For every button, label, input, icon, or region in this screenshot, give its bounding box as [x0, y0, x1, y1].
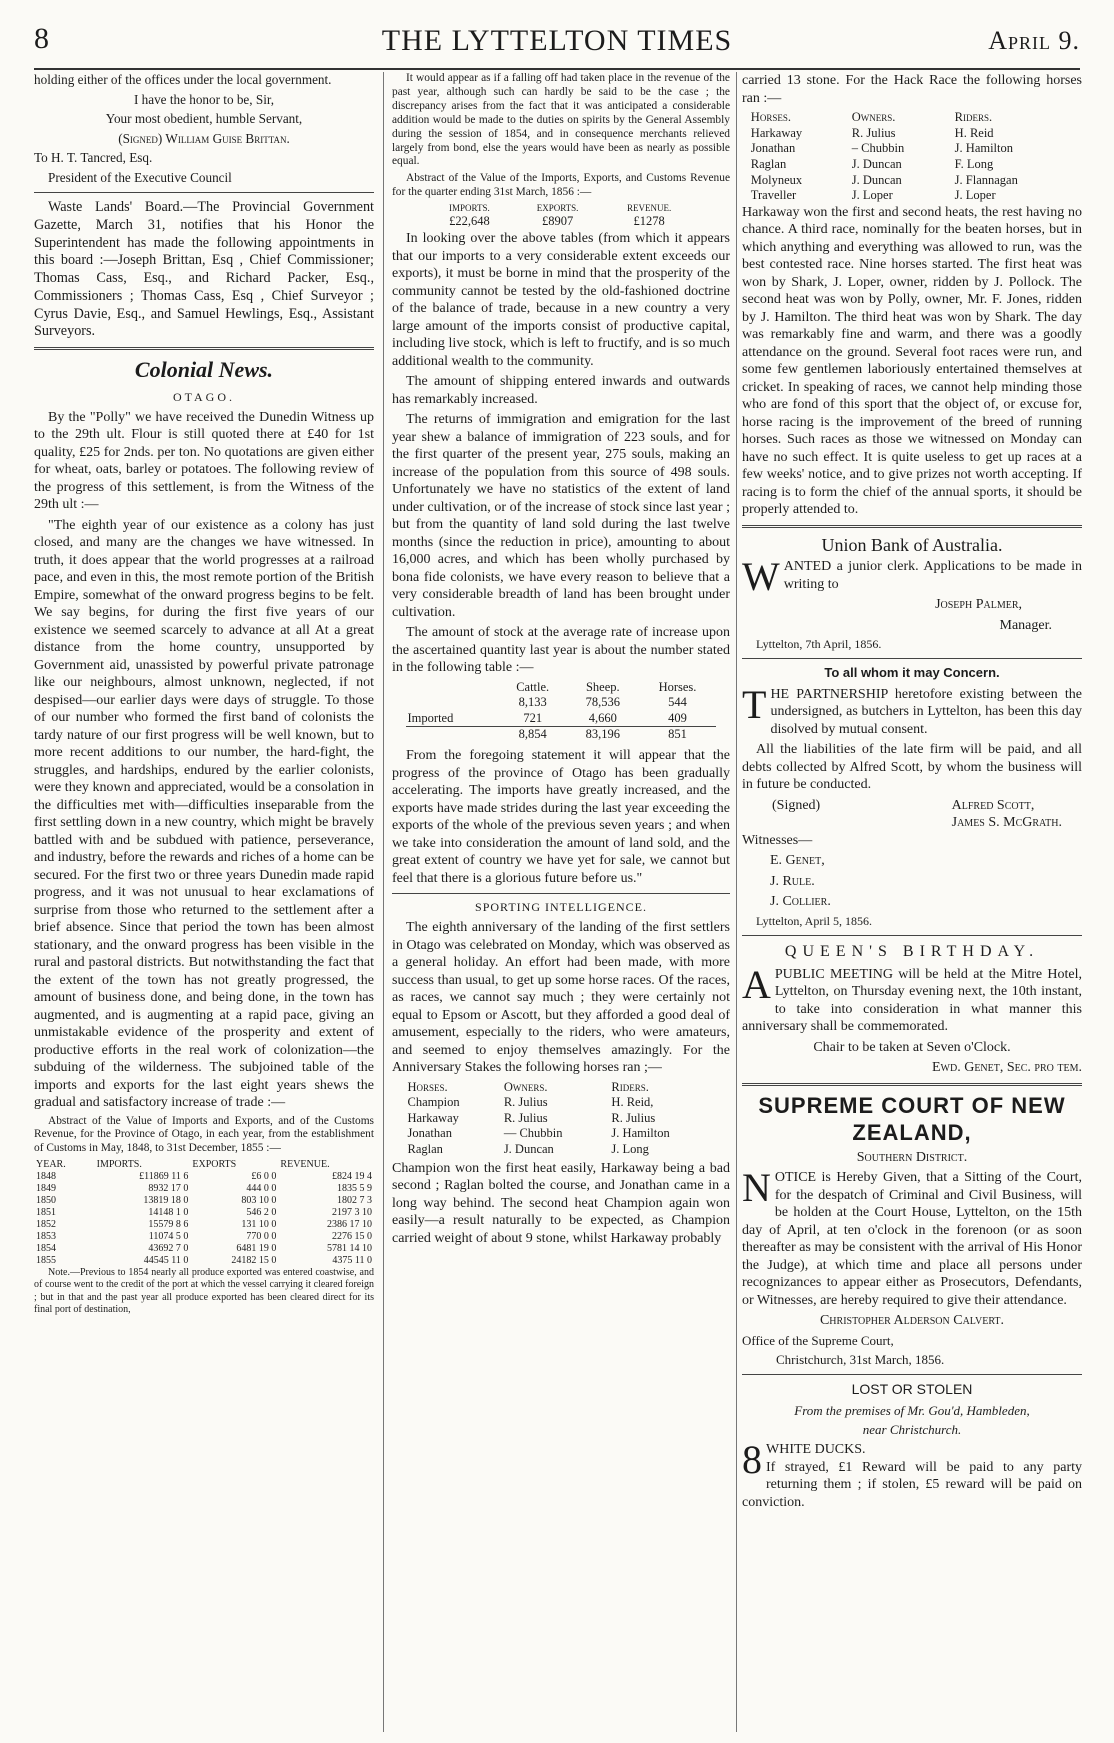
supreme-court-office: Office of the Supreme Court, — [742, 1332, 894, 1348]
bank-signatory: Joseph Palmer, — [935, 597, 1022, 613]
col-header-exports: EXPORTS — [192, 1159, 237, 1171]
partnership-text-2: All the liabilities of the late firm will be paid, and all debts collected by Alfred Scott, by whom the business will in future be conducted. — [742, 742, 1082, 792]
col-header-riders: Riders. — [954, 110, 993, 124]
col-header-year: YEAR. — [36, 1159, 66, 1171]
conclusion-paragraph: From the foregoing statement it will appear that the progress of the province of Otago has been gradually accelerating. The imports have greatly increased, and the exports have made strides during the last year exceeding the exports of the whole of the previous seven years ; and when we take into consideration the amount of land sold, and the great extent of country we have yet for sale, we cannot but feel that there is a glorious future before us." — [392, 748, 730, 886]
col-header-cattle: Cattle. — [516, 679, 550, 694]
table-row — [406, 1142, 717, 1158]
table-note: Note.—Previous to 1854 nearly all produce exported was entered coastwise, and of course went to the credit of the port at which the vessel carrying it cleared foreign ; but in that and the past year all produce exported has been cleared direct for its final port of destination, — [34, 1267, 374, 1315]
lost-subheading-2: near Christchurch. — [862, 1421, 962, 1437]
table-cell: 43692 7 0 — [148, 1243, 189, 1255]
table-row — [749, 126, 1075, 142]
witness-3: J. Collier. — [770, 894, 831, 909]
col-header-horses: Horses. — [658, 679, 697, 694]
col-header-imports: IMPORTS. — [96, 1159, 142, 1171]
table-cell: 1802 7 3 — [337, 1195, 372, 1207]
witnesses-label: Witnesses— — [742, 832, 813, 848]
newspaper-title: THE LYTTELTON TIMES — [381, 24, 733, 57]
table-row — [34, 1255, 374, 1267]
addressee-1: To H. T. Tancred, Esq. — [34, 150, 153, 165]
table-cell: — Chubbin — [503, 1126, 563, 1141]
col-header-riders: Riders. — [611, 1079, 649, 1094]
partnership-signatures — [742, 797, 1082, 832]
lost-text: WHITE DUCKS. — [766, 1442, 866, 1457]
table-row — [426, 214, 696, 230]
signatory-1: Alfred Scott, — [951, 797, 1035, 813]
col-header-imports: IMPORTS. — [449, 203, 490, 214]
table-cell: 444 0 0 — [246, 1183, 277, 1195]
table-cell: 1849 — [36, 1183, 56, 1195]
table-cell — [406, 695, 499, 711]
col-header-owners: Owners. — [503, 1079, 548, 1094]
witness-review: "The eighth year of our existence as a colony has just closed, and many are the changes we have witnessed. In truth, it does appear that the world progresses at a railroad pace, and even in this, the most remote portion of the British Empire, somewhat of the onward progress begins to be felt. We say begins, for during the first five years of our existence we seemed scarcely to advance at all At a great distance from the home country, unsupported by Government aid, unassisted by powerful private patronage like our neighbours, almost unknown, neglected, if not despised—our earlier days were days of struggle. To those of our number who formed the first band of colonists the tardy nature of our first progress will be well known, but to more recent additions to our number, the hard-fight, the struggles, and hardships, endured by the earlier colonists, were they known and appreciated, would be a consolation in the difficulties met with—difficulties inseparable from the first settling down in a new country, which might be bravely battled with and be subdued with patience, perseverance, and industry, before the rewards and riches of a home can be secured. For the first two or three years Dunedin made rapid progress, and it was not unusual to hear exclamations of surprise from those who returned to the settlement after a brief absence. Since that period the town has been almost stationary, and the onward progress has been visible in the rural and pastoral districts. But notwithstanding the fact that the extent of the town has not greatly progressed, the amount of business done, and being done, in the town has augmented, and is augmenting at a rapid pace, giving an unmistakable evidence of the prosperity and extent of productive efforts in the real work of colonization—the subduing of the wilderness. The subjoined table of the imports and exports for the last eight years shews the gradual and satisfactory increase of trade :— — [34, 517, 374, 1110]
table-cell: 8,854 — [518, 727, 547, 742]
table-cell: F. Long — [954, 156, 994, 171]
partnership-date: Lyttelton, April 5, 1856. — [756, 913, 872, 928]
issue-date: April 9. — [988, 26, 1080, 55]
table-cell: J. Flannagan — [954, 172, 1018, 187]
lost-subheading-1: From the premises of Mr. Gou'd, Hambleden, — [794, 1402, 1030, 1418]
hack-race-intro: carried 13 stone. For the Hack Race the following horses ran :— — [742, 73, 1082, 106]
table-cell — [406, 680, 499, 696]
table-header-row — [406, 1080, 717, 1096]
table-cell: 803 10 0 — [241, 1195, 277, 1207]
waste-lands-notice: Waste Lands' Board.—The Provincial Government Gazette, March 31, notifies that his Honor the Superintendent has made the following appointments in this board :—Joseph Brittan, Esq , Chief Commissioner; Thomas Cass, Esq., and Richard Packer, Esq., Commissioners ; Thomas Cass, Esq , Chief Surveyor ; Cyrus Davie, Esq., and Samuel Hewlings, Esq., Assistant Surveyors. — [34, 199, 374, 340]
shipping-paragraph: The amount of shipping entered inwards and outwards has remarkably increased. — [392, 374, 730, 407]
table-cell: 2386 17 10 — [327, 1219, 372, 1231]
table-header-row — [749, 110, 1075, 126]
table-row — [406, 1095, 717, 1111]
lost-heading: LOST OR STOLEN — [851, 1381, 973, 1397]
table-cell: 24182 15 0 — [231, 1255, 277, 1267]
table-cell: 544 — [668, 695, 687, 710]
drop-cap: W — [742, 554, 780, 600]
column-divider-1 — [383, 72, 384, 1732]
salutation-2: Your most obedient, humble Servant, — [105, 111, 303, 126]
table-row — [34, 1171, 374, 1183]
tables-commentary: In looking over the above tables (from which it appears that our imports to a very considerable extent exceeds our exports), it must be borne in mind that the prosperity of the community cannot be tested by the old-fashioned doctrine of the balance of trade, because in a new country a very large amount of the imports consist of productive capital, including live stock, which is left to fructify, and is so much additional wealth to the community. — [392, 231, 730, 369]
table-cell: 131 10 0 — [241, 1219, 277, 1231]
table-cell: 8,133 — [518, 695, 547, 710]
supreme-court-text: OTICE is Hereby Given, that a Sitting of the Court, for the despatch of Criminal and Civil Business, will be holden at the Court House, Lyttelton, on the 15th day of April, at ten o'clock in the forenoon (or as soon thereafter as may be consistent with the arrival of His Honor the Judge), at which time and place all persons under recognizances to appear either as Prosecutors, Defendants, or Witnesses, are hereby required to give their attendance. — [742, 1170, 1082, 1308]
letter-end: holding either of the offices under the local government. — [34, 72, 332, 87]
table-cell: 1848 — [36, 1171, 56, 1183]
table-cell: £6 0 0 — [251, 1171, 277, 1183]
table-row — [34, 1243, 374, 1255]
table-cell: 11074 5 0 — [148, 1231, 189, 1243]
signatory-2: James S. McGrath. — [951, 815, 1062, 830]
table-header-row — [406, 680, 717, 696]
table-cell: £1278 — [633, 214, 665, 229]
queens-birthday-text: PUBLIC MEETING will be held at the Mitre Hotel, Lyttelton, on Thursday evening next, the 10th instant, to take into consideration in what manner this anniversary shall be commemorated. — [742, 966, 1082, 1034]
table-cell: R. Julius — [611, 1110, 656, 1125]
column-1 — [34, 72, 374, 1732]
bank-signatory-title: Manager. — [999, 617, 1052, 633]
subhead-otago: OTAGO. — [172, 389, 236, 404]
table-cell: 4,660 — [588, 710, 617, 725]
table-cell: Molyneux — [750, 172, 803, 187]
abstract-title: Abstract of the Value of Imports and Exports, and of the Customs Revenue, for the Province of Otago, in each year, from the establishment of Customs in May, 1848, to 31st December, 1855 :— — [34, 1114, 374, 1155]
table-cell: £824 19 4 — [332, 1171, 372, 1183]
bank-ad-date: Lyttelton, 7th April, 1856. — [756, 637, 882, 652]
table-cell: 1854 — [36, 1243, 56, 1255]
table-row — [34, 1183, 374, 1195]
otago-intro: By the "Polly" we have received the Dunedin Witness up to the 29th ult. Flour is still quoted there at £40 for 1st quality, £25 for 2nds. per ton. No quotations are given either for wheat, oats, barley or potatoes. The following review of the progress of this settlement, is from the Witness of the 29th ult :— — [34, 409, 374, 512]
header-rule — [34, 68, 1080, 70]
col-header-horses: Horses. — [750, 110, 791, 124]
section-title-colonial-news: Colonial News. — [134, 357, 274, 382]
table-cell: Raglan — [750, 156, 787, 171]
table-row — [406, 1126, 717, 1142]
table-cell: R. Julius — [851, 125, 896, 140]
table-cell: 1852 — [36, 1219, 56, 1231]
divider — [742, 1374, 1082, 1375]
table-row — [749, 188, 1075, 204]
table-row — [406, 711, 717, 727]
drop-cap: A — [742, 961, 771, 1007]
table-cell: 1851 — [36, 1207, 56, 1219]
revenue-paragraph: It would appear as if a falling off had taken place in the revenue of the past year, although such can hardly be said to be the case ; the discrepancy arises from the fact that it was anticipated a considerable addition would be made to the duties on spirits by the General Assembly during the session of 1854, and in consequence merchants relieved largely from bond, else the years would have been as nearly as possible equal. — [392, 72, 730, 168]
table-cell: H. Reid, — [611, 1095, 654, 1110]
drop-cap: 8 — [742, 1437, 762, 1482]
lost-text-2: If strayed, £1 Reward will be paid to any party returning them ; if stolen, £5 reward will be paid on conviction. — [742, 1459, 1082, 1510]
table-row — [34, 1195, 374, 1207]
supreme-court-heading: SUPREME COURT OF NEW ZEALAND, — [758, 1092, 1066, 1145]
divider — [742, 658, 1082, 659]
quarter-table — [426, 203, 696, 230]
table-row-total — [406, 727, 717, 743]
table-cell: 2276 15 0 — [332, 1231, 372, 1243]
table-cell: H. Reid — [954, 125, 994, 140]
quarter-abstract-title: Abstract of the Value of the Imports, Exports, and Customs Revenue for the quarter ending 31st March, 1856 :— — [392, 172, 730, 199]
table-cell: 4375 11 0 — [332, 1255, 372, 1267]
divider — [34, 347, 374, 350]
table-cell: Champion — [407, 1095, 460, 1110]
immigration-paragraph: The returns of immigration and emigration for the last year shew a balance of immigration of 223 souls, and for the first quarter of the present year, 275 souls, making an increase of the population from this source of 498 souls. Unfortunately we have no statistics of the extent of land under cultivation, or of the increase of stock since last year ; but from the quantity of land sold during the last twelve months (since the reduction in price), amounting to about 16,000 acres, and which has been wholly purchased by bona fide colonists, we have every reason to believe that a very considerable breadth of land has been brought under cultivation. — [392, 412, 730, 620]
queens-birthday-chair: Chair to be taken at Seven o'Clock. — [813, 1039, 1011, 1055]
salutation-signed: (Signed) William Guise Brittan. — [118, 130, 290, 146]
table-cell: Harkaway — [750, 125, 803, 140]
supreme-court-district: Southern District. — [856, 1149, 968, 1165]
column-3 — [742, 72, 1082, 1732]
bank-ad-heading: Union Bank of Australia. — [821, 534, 1003, 555]
addressee-2: President of the Executive Council — [48, 169, 232, 185]
witness-2: J. Rule. — [770, 873, 815, 889]
bank-ad-text: ANTED a junior clerk. Applications to be made in writing to — [783, 559, 1082, 592]
table-cell: R. Julius — [503, 1110, 548, 1125]
table-row — [34, 1219, 374, 1231]
stock-paragraph: The amount of stock at the average rate of increase upon the ascertained quantity last year is about the number stated in the following table :— — [392, 625, 730, 676]
signed-label: (Signed) — [772, 797, 821, 813]
table-cell: Imported — [407, 710, 454, 725]
table-cell: 1853 — [36, 1231, 56, 1243]
divider — [742, 1083, 1082, 1086]
divider — [742, 525, 1082, 528]
col-header-owners: Owners. — [851, 110, 896, 124]
table-cell: Harkaway — [407, 1110, 459, 1125]
table-cell: J. Hamilton — [954, 141, 1014, 156]
table-cell: 409 — [668, 710, 687, 725]
divider — [34, 192, 374, 193]
table-cell: 6481 19 0 — [236, 1243, 277, 1255]
table-cell: 83,196 — [585, 727, 621, 742]
table-header-row — [34, 1159, 374, 1171]
queens-birthday-heading: QUEEN'S BIRTHDAY. — [784, 942, 1040, 960]
table-row — [749, 157, 1075, 173]
table-cell: J. Long — [611, 1142, 649, 1157]
table-cell: Jonathan — [407, 1126, 452, 1141]
divider — [742, 935, 1082, 936]
stakes-table — [406, 1080, 717, 1158]
table-cell: J. Duncan — [851, 172, 902, 187]
table-cell: 1855 — [36, 1255, 56, 1267]
drop-cap: N — [742, 1165, 771, 1210]
sporting-paragraph: The eighth anniversary of the landing of the first settlers in Otago was celebrated on Monday, which was observed as a general holiday. An effort had been made, with more success than usual, to get up some horse races. Of the races, as races, we cannot say much ; they were certainly not equal to Epsom or Ascott, but they afforded a good deal of amusement, especially to the riders, who were amateurs, and seemed to enjoy themselves amazingly. For the Anniversary Stakes the following horses ran ;— — [392, 920, 730, 1076]
col-header-revenue: REVENUE. — [627, 203, 672, 214]
table-cell: J. Hamilton — [611, 1126, 670, 1141]
table-cell — [406, 727, 499, 743]
race-result-paragraph: Champion won the first heat easily, Harkaway being a bad second ; Raglan bolted the course, and Jonathan came in a long way behind. The second heat Champion again won easily—a result naturally to be expected, as Champion carried weight of about 9 stone, whilst Harkaway probably — [392, 1160, 730, 1246]
masthead — [34, 22, 1080, 62]
table-cell: 13819 18 0 — [143, 1195, 189, 1207]
table-row — [749, 141, 1075, 157]
witness-1: E. Genet, — [770, 853, 825, 868]
salutation-1: I have the honor to be, Sir, — [133, 91, 275, 107]
table-cell: 14148 1 0 — [148, 1207, 189, 1219]
col-header-exports: EXPORTS. — [536, 203, 579, 214]
table-cell: 770 0 0 — [246, 1231, 277, 1243]
table-cell: J. Duncan — [503, 1142, 554, 1157]
table-cell: 78,536 — [585, 695, 621, 710]
table-cell: 8932 17 0 — [148, 1183, 189, 1195]
queens-birthday-signatory: Ewd. Genet, Sec. pro tem. — [932, 1060, 1082, 1075]
drop-cap: T — [742, 681, 767, 727]
table-cell: Raglan — [407, 1142, 443, 1157]
table-cell: 2197 3 10 — [332, 1207, 372, 1219]
table-row — [749, 173, 1075, 189]
table-cell: 1835 5 9 — [337, 1183, 372, 1195]
hack-race-table — [749, 110, 1075, 204]
table-cell: 721 — [523, 710, 543, 725]
partnership-heading: To all whom it may Concern. — [824, 665, 1000, 681]
stock-table — [406, 680, 717, 744]
table-cell: 5781 14 10 — [327, 1243, 372, 1255]
table-cell: R. Julius — [503, 1095, 548, 1110]
table-cell: 1850 — [36, 1195, 56, 1207]
table-cell: 546 2 0 — [246, 1207, 277, 1219]
races-commentary: Harkaway won the first and second heats, the rest having no chance. A third race, nominally for the beaten horses, but in which anything and everything was allowed to run, was the best contested race. Nine horses started. The first heat was won by Shark, J. Loper, owner, ridden by J. Pollock. The second heat was won by Polly, owner, Mr. F. Jones, ridden by J. Hamilton. The third heat was won by Shark. The day was remarkably fine and warm, and there was a goodly attendance on the ground. Several foot races were run, and some few gentlemen laboriously entertained themselves at cricket. In speaking of races, we cannot help minding those who are fond of this sport that the object of, or excuse for, horse racing is the improvement of the breed of running horses. Such races as those we witnessed on Monday can have no such effect. It is quite useless to get up races at a few weeks' notice, and to give prizes not worth accepting. If racing is to form the chief of the annual sports, it should be properly attended to. — [742, 204, 1082, 518]
partnership-text: HE PARTNERSHIP heretofore existing between the undersigned, as butchers in Lyttelton, has been this day disolved by mutual consent. — [770, 686, 1082, 737]
supreme-court-date: Christchurch, 31st March, 1856. — [776, 1351, 945, 1367]
table-cell: £11869 11 6 — [139, 1171, 189, 1183]
table-cell: £8907 — [541, 214, 574, 229]
table-row — [34, 1207, 374, 1219]
col-header-revenue: REVENUE. — [280, 1159, 330, 1171]
column-divider-2 — [736, 72, 737, 1732]
table-row — [406, 695, 717, 711]
trade-table — [34, 1159, 374, 1267]
subhead-sporting: SPORTING INTELLIGENCE. — [475, 900, 647, 915]
table-row — [34, 1231, 374, 1243]
table-cell: J. Duncan — [851, 156, 902, 171]
table-cell: 15579 8 6 — [148, 1219, 189, 1231]
divider — [392, 893, 730, 894]
table-cell: 44545 11 0 — [143, 1255, 189, 1267]
column-2 — [392, 72, 730, 1732]
table-cell: £22,648 — [449, 214, 490, 229]
table-cell: Jonathan — [750, 141, 796, 156]
supreme-court-signatory: Christopher Alderson Calvert. — [819, 1313, 1005, 1328]
table-row — [406, 1111, 717, 1127]
table-cell: – Chubbin — [851, 141, 905, 156]
table-header-row — [426, 203, 696, 214]
table-cell: Traveller — [750, 188, 797, 203]
col-header-horses: Horses. — [407, 1079, 448, 1094]
table-cell: 851 — [668, 727, 687, 742]
col-header-sheep: Sheep. — [585, 679, 620, 694]
table-cell: J. Loper — [954, 188, 996, 203]
table-cell: J. Loper — [851, 188, 893, 203]
page-number: 8 — [34, 22, 49, 55]
